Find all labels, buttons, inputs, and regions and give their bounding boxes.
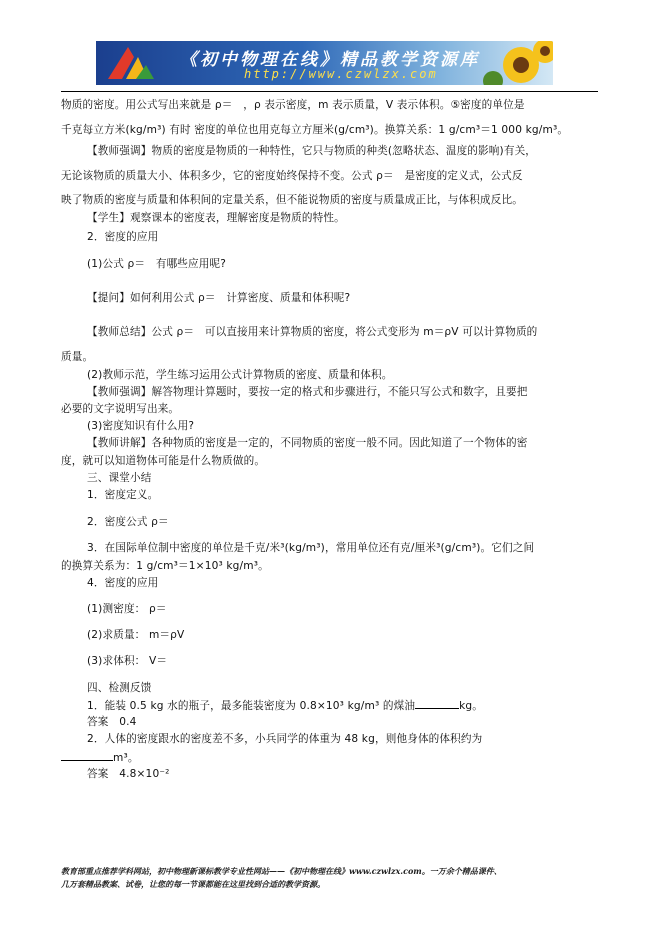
question-unit: kg。 (459, 700, 483, 712)
text-line: 【教师总结】公式 ρ＝ 可以直接用来计算物质的密度，将公式变形为 m＝ρV 可以计算物质的 (87, 326, 538, 338)
text-line: (2)求质量： m＝ρV (87, 629, 185, 641)
text-line: 质量。 (61, 351, 94, 363)
banner-title: 《初中物理在线》精品教学资源库 (180, 50, 480, 70)
text-line: 2．密度公式 ρ＝ (87, 516, 169, 528)
text-line: (2)教师示范，学生练习运用公式计算物质的密度、质量和体积。 (87, 369, 393, 381)
section-heading: 三、课堂小结 (87, 472, 152, 484)
text-line: 千克每立方米(kg/m³) 有时 密度的单位也用克每立方厘米(g/cm³)。换算关系：1 g/cm³＝1 000 kg/m³。 (61, 124, 569, 136)
text-line: 的换算关系为：1 g/cm³＝1×10³ kg/m³。 (61, 560, 269, 572)
answer-line: 答案 0.4 (87, 716, 137, 728)
question-line (61, 750, 139, 764)
answer-blank (415, 698, 459, 709)
section-heading: 四、检测反馈 (87, 682, 152, 694)
text-line: 【教师强调】物质的密度是物质的一种特性，它只与物质的种类(忽略状态、温度的影响)有关， (87, 145, 537, 157)
sunflower-image (463, 41, 553, 85)
text-line: 1．密度定义。 (87, 489, 159, 501)
question-line: 2．人体的密度跟水的密度差不多，小兵同学的体重为 48 kg，则他身体的体积约为 (87, 733, 483, 745)
text-line: (1)测密度： ρ＝ (87, 603, 167, 615)
text-line: 必要的文字说明写出来。 (61, 403, 180, 415)
text-line: (3)密度知识有什么用? (87, 420, 195, 432)
text-line: 2．密度的应用 (87, 231, 159, 243)
text-line: 【提问】如何利用公式 ρ＝ 计算密度、质量和体积呢? (87, 292, 351, 304)
text-line: (1)公式 ρ＝ 有哪些应用呢? (87, 258, 227, 270)
header-banner (96, 41, 553, 85)
text-line: 物质的密度。用公式写出来就是 ρ＝ ，ρ 表示密度，m 表示质量，V 表示体积。⑤密度的单位是 (61, 99, 525, 111)
text-line: 【教师强调】解答物理计算题时，要按一定的格式和步骤进行，不能只写公式和数字，且要把 (87, 386, 528, 398)
text-line: 度，就可以知道物体可能是什么物质做的。 (61, 455, 266, 467)
banner-url: http://www.czwlzx.com (244, 67, 438, 81)
header-divider (61, 91, 598, 92)
answer-line: 答案 4.8×10⁻² (87, 768, 170, 780)
site-logo-icon (100, 43, 158, 83)
text-line: 4．密度的应用 (87, 577, 159, 589)
text-line: 3．在国际单位制中密度的单位是千克/米³(kg/m³)，常用单位还有克/厘米³(g/cm³)。它们之间 (87, 542, 535, 554)
text-line: (3)求体积： V＝ (87, 655, 168, 667)
question-line (87, 698, 483, 712)
footer-line: 几万套精品教案、试卷，让您的每一节课都能在这里找到合适的教学资源。 (61, 879, 325, 889)
footer-line: 教育部重点推荐学科网站，初中物理新课标教学专业性网站——《初中物理在线》www.czwlzx.com。一万余个精品课件、 (61, 866, 502, 876)
text-line: 【学生】观察课本的密度表，理解密度是物质的特性。 (87, 212, 345, 224)
question-unit: m³。 (113, 752, 139, 764)
text-line: 映了物质的密度与质量和体积间的定量关系，但不能说物质的密度与质量成正比，与体积成反比。 (61, 194, 523, 206)
question-text: 1．能装 0.5 kg 水的瓶子，最多能装密度为 0.8×10³ kg/m³ 的煤油 (87, 700, 416, 712)
answer-blank (61, 750, 113, 761)
text-line: 无论该物质的质量大小、体积多少，它的密度始终保持不变。公式 ρ＝ 是密度的定义式，公式反 (61, 170, 523, 182)
text-line: 【教师讲解】各种物质的密度是一定的，不同物质的密度一般不同。因此知道了一个物体的密 (87, 437, 528, 449)
